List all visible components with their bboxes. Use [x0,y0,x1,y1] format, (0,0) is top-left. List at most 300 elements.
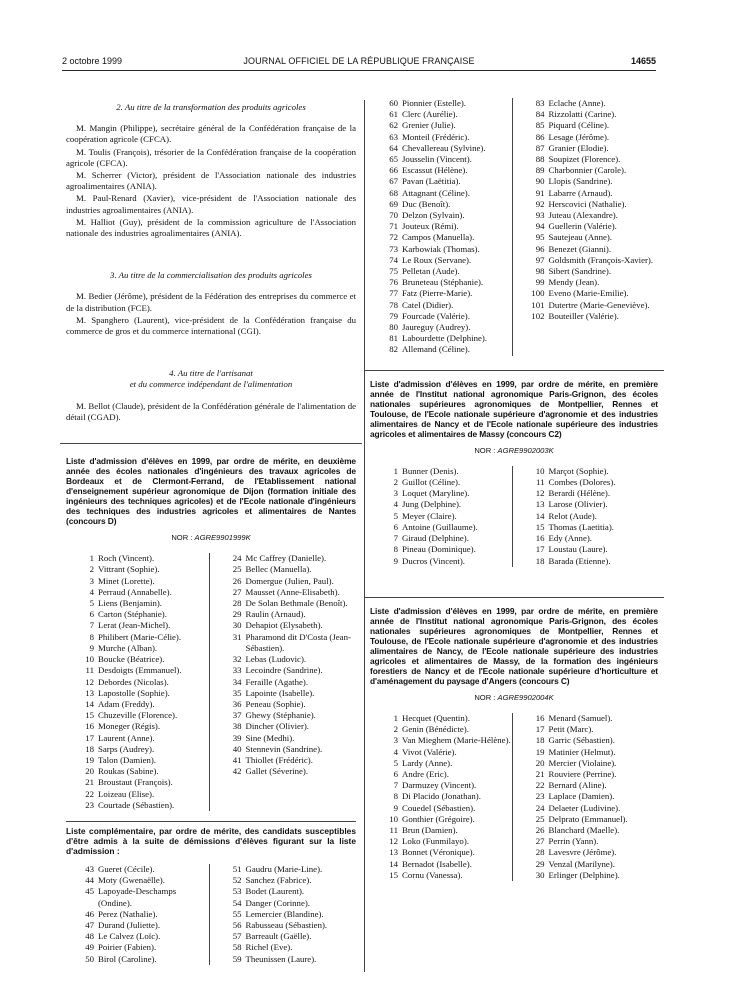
candidate-name: Catel (Didier). [402,299,454,310]
candidate-name: Peneau (Sophie). [245,698,306,709]
paragraph: M. Scherrer (Victor), président de l'Association nationale des industries agroalimentaires (ANIA). [66,170,356,192]
candidate-name: Jung (Delphine). [402,499,462,510]
list-item [370,188,512,199]
rank-number: 9 [89,642,94,653]
list-c-col-2 [512,713,659,881]
rank-number: 59 [232,953,242,964]
candidate-name: Lebas (Ludovic). [245,654,307,665]
list-item [370,511,512,522]
rank-number: 52 [232,875,242,886]
rank-number: 90 [535,176,545,187]
list-c2-nor [370,445,658,456]
candidate-name: Matinier (Helmut). [548,746,616,757]
section-4-body [66,401,356,423]
rank-number: 49 [85,942,94,953]
candidate-name: Thomas (Laetitia). [548,521,614,532]
list-item [517,176,659,187]
candidate-name: Giraud (Delphine). [402,533,469,544]
candidate-name: Attagnant (Céline). [402,187,470,198]
list-item [66,875,209,886]
list-item [370,176,512,187]
candidate-name: Thiollet (Frédéric). [245,754,313,765]
list-item [517,300,659,311]
rank-number: 100 [531,288,545,299]
list-d-continued-col-1 [370,98,512,356]
list-item [517,132,659,143]
rank-number: 16 [85,721,94,732]
list-item [66,789,209,800]
list-c2-title: Liste d'admission d'élèves en 1999, par ordre de mérite, en première année de l'Institut national agronomique Paris-Grignon, des écoles nationales supérieures agronomiques de Montpellier, Rennes et Toulouse, de l'Ecole nationale supérieure d'agronomie et des industries alimentaires de Nancy et de l'Ecole nationale supérieure des industries agricoles et alimentaires de Massy (concours C2) [370,378,658,439]
nor-label: NOR : [171,533,195,543]
candidate-name: Mc Caffrey (Danielle). [245,553,327,564]
rank-number: 14 [85,698,94,709]
list-item [517,499,659,510]
list-item [214,733,357,744]
list-item [370,769,512,780]
paragraph: M. Mangin (Philippe), secrétaire général de la Confédération française de la coopération agricole (CFCA). [66,123,356,145]
list-item [370,210,512,221]
list-item [214,677,357,688]
candidate-name: Genin (Bénédicte). [402,724,469,735]
list-item [214,699,357,710]
rank-number: 55 [232,908,242,919]
list-item [66,721,209,732]
rank-number: 62 [389,120,398,131]
candidate-name: Danger (Corinne). [245,897,310,908]
list-item [370,288,512,299]
candidate-name: Carton (Stéphanie). [98,609,167,620]
list-item [66,909,209,920]
candidate-name: Soupizet (Florence). [548,154,621,165]
list-item [370,780,512,791]
rank-number: 77 [389,288,398,299]
list-item [517,724,659,735]
section-4-subtitle: et du commerce indépendant de l'alimentation [129,379,293,390]
candidate-name: Courtade (Sébastien). [98,799,175,810]
rank-number: 75 [389,266,398,277]
list-item [214,710,357,721]
candidate-name: Juteau (Alexandre). [548,210,618,221]
list-item [66,954,209,965]
paragraph: M. Bellot (Claude), président de la Confédération générale de l'alimentation de détail (CGAD). [66,400,356,422]
rank-number: 36 [232,698,242,709]
list-item [66,632,209,643]
rank-number: 44 [85,875,94,886]
list-item [370,825,512,836]
rank-number: 63 [389,131,398,142]
rank-number: 69 [389,198,398,209]
list-item [66,886,209,908]
candidate-name: Duc (Benoît). [402,198,451,209]
candidate-name: Andre (Eric). [402,768,449,779]
rank-number: 13 [389,847,398,858]
rank-number: 34 [232,676,242,687]
list-item [370,488,512,499]
candidate-name: Lemercier (Blandine). [245,908,324,919]
list-item [517,522,659,533]
candidate-name: Di Placido (Jonathan). [402,791,481,802]
candidate-name: Moty (Gwenaëlle). [98,875,165,886]
rank-number: 51 [232,863,242,874]
list-item [517,221,659,232]
rank-number: 33 [232,665,242,676]
list-item [517,266,659,277]
rank-number: 17 [535,544,545,555]
rank-number: 88 [535,154,545,165]
rank-number: 21 [85,777,94,788]
candidate-name: Bonnet (Véronique). [402,847,475,858]
list-item [214,898,357,909]
candidate-name: Lapoyade-Deschamps (Ondine). [98,886,177,908]
rank-number: 54 [232,897,242,908]
list-item [370,120,512,131]
candidate-name: Rizzolatti (Carine). [548,109,617,120]
rank-number: 25 [232,564,242,575]
candidate-name: Pelletan (Aude). [402,266,460,277]
candidate-name: Birol (Caroline). [98,953,157,964]
candidate-name: Pionnier (Estelle). [402,98,467,108]
rank-number: 48 [85,931,94,942]
list-item [214,744,357,755]
issue-date: 2 octobre 1999 [62,56,123,66]
candidate-name: Goldsmith (François-Xavier). [548,254,654,265]
list-item [370,544,512,555]
candidate-name: Perrin (Yann). [548,836,599,847]
rank-number: 4 [393,499,398,510]
candidate-name: Raulin (Arnaud). [245,609,306,620]
candidate-name: Moneger (Régis). [98,721,161,732]
candidate-name: Stennevin (Sandrine). [245,743,323,754]
rank-number: 94 [535,221,545,232]
candidate-name: Garric (Sébastien). [548,735,615,746]
list-item [517,188,659,199]
candidate-name: Gaudru (Marie-Line). [245,863,323,874]
candidate-name: Delprato (Emmanuel). [548,813,628,824]
candidate-name: Durand (Juliette). [98,919,161,930]
candidate-name: Campos (Manuella). [402,232,475,243]
candidate-name: Loizeau (Elise). [98,788,155,799]
list-item [370,870,512,881]
list-item [370,221,512,232]
journal-title: JOURNAL OFFICIEL DE LA RÉPUBLIQUE FRANÇAISE [243,56,475,66]
candidate-name: Theunissen (Laure). [245,953,317,964]
list-item [517,836,659,847]
list-item [214,954,357,965]
nor-code: AGRE9902004K [497,692,554,702]
rank-number: 24 [535,802,545,813]
list-item [214,875,357,886]
candidate-name: Bernadot (Isabelle). [402,858,472,869]
paragraph: M. Toulis (François), trésorier de la Confédération française de la coopération agricole (CFCA). [66,146,356,168]
list-item [66,710,209,721]
candidate-name: Pharamond dit D'Costa (Jean-Sébastien). [245,631,351,653]
list-item [370,533,512,544]
rank-number: 8 [393,544,398,555]
rank-number: 57 [232,931,242,942]
candidate-name: Erlinger (Delphine). [548,869,620,880]
rank-number: 29 [232,609,242,620]
list-item [370,522,512,533]
list-item [517,556,659,567]
rank-number: 20 [85,766,94,777]
rank-number: 80 [389,322,398,333]
rank-number: 1 [393,465,398,476]
rank-number: 65 [389,154,398,165]
rank-number: 9 [393,802,398,813]
rank-number: 2 [89,564,94,575]
candidate-name: Dehapiot (Elysabeth). [245,620,323,631]
candidate-name: Bruneteau (Stéphanie). [402,277,484,288]
list-item [517,533,659,544]
nor-label: NOR : [474,445,498,455]
rank-number: 98 [535,266,545,277]
rank-number: 24 [232,553,242,564]
list-c2-col-1 [370,466,512,567]
list-item [517,758,659,769]
section-3-title: 3. Au titre de la commercialisation des produits agricoles [110,270,312,281]
candidate-name: Talon (Damien). [98,754,157,765]
candidate-name: Domergue (Julien, Paul). [245,575,334,586]
column-divider [364,100,365,972]
list-item [66,654,209,665]
rank-number: 19 [85,754,94,765]
candidate-name: Grenier (Julie). [402,120,456,131]
list-item [517,120,659,131]
candidate-name: Loquet (Maryline). [402,488,470,499]
list-item [517,143,659,154]
list-item [370,556,512,567]
rank-number: 13 [85,687,94,698]
list-item [214,755,357,766]
list-item [66,677,209,688]
list-item [517,311,659,322]
rank-number: 10 [535,465,545,476]
candidate-name: Sine (Medhi). [245,732,295,743]
rank-number: 4 [89,586,94,597]
list-item [370,791,512,802]
rank-number: 7 [393,780,398,791]
rank-number: 22 [535,780,545,791]
candidate-name: Bodet (Laurent). [245,886,305,897]
candidate-name: Labarre (Arnaud). [548,187,613,198]
nor-label: NOR : [474,692,498,702]
list-item [214,886,357,897]
rank-number: 60 [389,98,398,108]
candidate-name: Gonthier (Grégoire). [402,813,475,824]
rank-number: 38 [232,721,242,732]
rank-number: 79 [389,310,398,321]
left-column [66,98,356,965]
paragraph: M. Paul-Renard (Xavier), vice-président de l'Association nationale des industries agroalimentaires (ANIA). [66,193,356,215]
candidate-name: Delaeter (Ludivine). [548,802,621,813]
list-item [517,870,659,881]
candidate-name: Bunner (Denis). [402,465,459,476]
candidate-name: Larose (Olivier). [548,499,608,510]
candidate-name: Gallet (Séverine). [245,766,309,777]
list-item [370,758,512,769]
list-item [66,699,209,710]
rank-number: 12 [389,836,398,847]
list-d-title: Liste d'admission d'élèves en 1999, par ordre de mérite, en deuxième année des écoles nationales d'ingénieurs des travaux agricoles de Bordeaux et de Clermont-Ferrand, de l'Etablissement national d'enseignement supérieur agronomique de Dijon (formation initiale des ingénieurs des techniques agricoles) et de l'Ecole nationale d'ingénieurs des techniques des industries agricoles et alimentaires de Nantes (concours D) [66,456,356,527]
list-item [214,688,357,699]
rank-number: 87 [535,142,545,153]
list-item [214,553,357,564]
rank-number: 102 [531,310,545,321]
candidate-name: Liens (Benjamin). [98,598,163,609]
candidate-name: Rabusseau (Sébastien). [245,919,328,930]
candidate-name: Chevallereau (Sylvine). [402,142,486,153]
list-item [517,109,659,120]
list-item [370,333,512,344]
rank-number: 9 [393,555,398,566]
list-d-continued-col-2 [512,98,659,356]
rank-number: 5 [393,757,398,768]
rank-number: 26 [232,575,242,586]
list-item [66,564,209,575]
rank-number: 6 [393,521,398,532]
paragraph: M. Spanghero (Laurent), vice-président de la Confédération française du commerce de gros et du commerce international (CGI). [66,314,356,337]
rank-number: 11 [536,477,545,488]
rank-number: 27 [232,586,242,597]
list-d-col-2 [209,553,357,811]
list-item [66,766,209,777]
rank-number: 12 [85,676,94,687]
rank-number: 8 [89,631,94,642]
rank-number: 27 [535,836,545,847]
rank-number: 40 [232,743,242,754]
list-item [370,132,512,143]
list-item [517,244,659,255]
rank-number: 8 [393,791,398,802]
candidate-name: Jaureguy (Audrey). [402,322,471,333]
list-item [370,836,512,847]
list-item [214,564,357,575]
rank-number: 7 [89,620,94,631]
list-item [66,576,209,587]
rank-number: 17 [85,732,94,743]
list-item [517,544,659,555]
rank-number: 64 [389,142,398,153]
rank-number: 82 [389,344,398,355]
paragraph: M. Bedier (Jérôme), président de la Fédération des entreprises du commerce et de la distribution (FCE). [66,291,356,313]
list-item [370,344,512,355]
paragraph: M. Halliot (Guy), président de la commission agriculture de l'Association nationale des industries agroalimentaires (ANIA). [66,216,356,239]
rank-number: 18 [85,743,94,754]
candidate-name: Roch (Vincent). [98,553,155,564]
list-item [517,847,659,858]
candidate-name: Feraille (Agathe). [245,676,309,687]
rank-number: 12 [535,488,545,499]
list-c-grid [370,713,658,881]
list-item [517,780,659,791]
candidate-name: Gueret (Cécile). [98,863,155,874]
list-item [66,864,209,875]
list-item [370,232,512,243]
candidate-name: Roukas (Sabine). [98,766,159,777]
list-item [66,620,209,631]
candidate-name: Pavan (Laëtitia). [402,176,461,187]
candidate-name: Hecquet (Quentin). [402,712,470,723]
rank-number: 23 [535,791,545,802]
list-item [214,654,357,665]
list-d-nor [66,532,356,543]
rank-number: 10 [389,813,398,824]
list-item [214,920,357,931]
candidate-name: Cornu (Vanessa). [402,869,463,880]
rank-number: 83 [535,98,545,108]
rank-number: 85 [535,120,545,131]
rank-number: 72 [389,232,398,243]
rank-number: 50 [85,953,94,964]
rank-number: 11 [389,824,398,835]
candidate-name: Combes (Dolores). [548,477,616,488]
candidate-name: Herscovici (Nathalie). [548,198,627,209]
rank-number: 3 [393,735,398,746]
candidate-name: Le Roux (Servane). [402,254,472,265]
rank-number: 81 [389,333,398,344]
rank-number: 14 [535,510,545,521]
list-item [66,587,209,598]
candidate-name: Laplace (Damien). [548,791,615,802]
rank-number: 37 [232,710,242,721]
candidate-name: Fatz (Pierre-Marie). [402,288,473,299]
list-item [370,266,512,277]
list-item [214,587,357,598]
list-item [370,847,512,858]
rank-number: 16 [535,533,545,544]
rank-number: 2 [393,477,398,488]
rank-number: 35 [232,687,242,698]
list-c-nor [370,692,658,703]
rank-number: 17 [535,724,545,735]
candidate-name: Berardi (Hélène). [548,488,611,499]
list-item [517,210,659,221]
candidate-name: Petit (Marc). [548,724,594,735]
list-item [370,199,512,210]
list-item [66,755,209,766]
rank-number: 70 [389,210,398,221]
list-item [370,713,512,724]
candidate-name: Couedel (Sébastien). [402,802,476,813]
list-item [370,747,512,758]
candidate-name: Dincher (Olivier). [245,721,310,732]
candidate-name: Mendy (Jean). [548,277,600,288]
candidate-name: Philibert (Marie-Célie). [98,631,182,642]
candidate-name: Barada (Etienne). [548,555,611,566]
rank-number: 22 [85,788,94,799]
list-item [66,931,209,942]
candidate-name: Vivot (Valérie). [402,746,457,757]
list-item [517,747,659,758]
list-item [370,311,512,322]
rank-number: 31 [232,631,242,642]
candidate-name: Minet (Lorette). [98,575,155,586]
rank-number: 3 [89,575,94,586]
candidate-name: Sibert (Sandrine). [548,266,612,277]
candidate-name: Antoine (Guillaume). [402,521,478,532]
list-item [370,322,512,333]
rank-number: 45 [85,886,94,897]
complementary-col-2 [209,864,357,965]
rank-number: 4 [393,746,398,757]
rank-number: 26 [535,824,545,835]
candidate-name: Marçot (Sophie). [548,465,609,476]
list-item [517,154,659,165]
rank-number: 3 [393,488,398,499]
candidate-name: Guellerin (Valérie). [548,221,617,232]
candidate-name: Eveno (Marie-Emilie). [548,288,629,299]
rank-number: 7 [393,533,398,544]
